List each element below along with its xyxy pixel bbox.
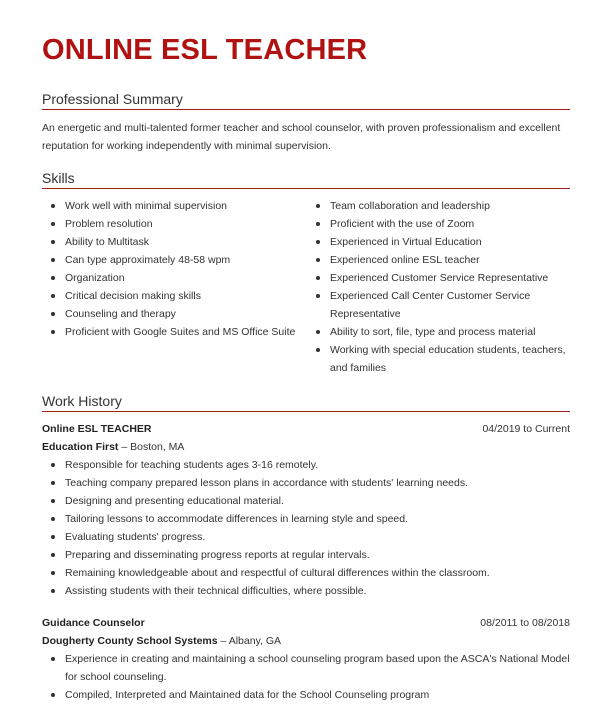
- duty-item: Teaching company prepared lesson plans in accordance with students' learning needs.: [42, 474, 570, 492]
- employer-name: Education First: [42, 441, 119, 453]
- duty-item: Preparing and disseminating progress reports at regular intervals.: [42, 546, 570, 564]
- job-title: Online ESL TEACHER: [42, 423, 152, 435]
- skills-list-left: [42, 197, 304, 341]
- employer-location: – Albany, GA: [220, 635, 282, 647]
- skill-item: Experienced online ESL teacher: [307, 251, 569, 269]
- summary-text: An energetic and multi-talented former teacher and school counselor, with proven professionalism and excellent reputation for working independently with minimal supervision.: [42, 122, 561, 152]
- skill-item: Experienced Customer Service Representative: [307, 269, 569, 287]
- duty-item: Experience in creating and maintaining a school counseling program based upon the ASCA's National Model for school counseling.: [42, 650, 570, 686]
- job-title: Guidance Counselor: [42, 617, 145, 629]
- section-heading-skills: Skills: [42, 170, 570, 189]
- skill-item: Ability to Multitask: [42, 233, 304, 251]
- skill-item: Proficient with Google Suites and MS Office Suite: [42, 323, 304, 341]
- skills-list-right: [307, 197, 569, 377]
- duty-item: Tailoring lessons to accommodate differences in learning style and speed.: [42, 510, 570, 528]
- duty-item: Designing and presenting educational material.: [42, 492, 570, 510]
- skill-item: Working with special education students, teachers, and families: [307, 341, 569, 377]
- job-duties: [42, 456, 570, 600]
- skill-item: Work well with minimal supervision: [42, 197, 304, 215]
- skill-item: Can type approximately 48-58 wpm: [42, 251, 304, 269]
- skill-item: Experienced in Virtual Education: [307, 233, 569, 251]
- job-employer: [42, 635, 281, 647]
- skill-item: Team collaboration and leadership: [307, 197, 569, 215]
- skill-item: Experienced Call Center Customer Service Representative: [307, 287, 569, 323]
- resume-title: ONLINE ESL TEACHER: [42, 34, 368, 66]
- job-duties: [42, 650, 570, 704]
- duty-item: Evaluating students' progress.: [42, 528, 570, 546]
- section-heading-work-history: Work History: [42, 393, 570, 412]
- skill-item: Ability to sort, file, type and process material: [307, 323, 569, 341]
- job-dates: 08/2011 to 08/2018: [480, 617, 570, 629]
- job-dates: 04/2019 to Current: [482, 423, 570, 435]
- duty-item: Compiled, Interpreted and Maintained data for the School Counseling program: [42, 686, 570, 704]
- employer-location: – Boston, MA: [121, 441, 185, 453]
- skill-item: Problem resolution: [42, 215, 304, 233]
- employer-name: Dougherty County School Systems: [42, 635, 218, 647]
- job-employer: [42, 441, 184, 453]
- skill-item: Proficient with the use of Zoom: [307, 215, 569, 233]
- duty-item: Assisting students with their technical difficulties, where possible.: [42, 582, 570, 600]
- skill-item: Critical decision making skills: [42, 287, 304, 305]
- skill-item: Organization: [42, 269, 304, 287]
- duty-item: Remaining knowledgeable about and respectful of cultural differences within the classroom.: [42, 564, 570, 582]
- section-heading-summary: Professional Summary: [42, 91, 570, 110]
- skill-item: Counseling and therapy: [42, 305, 304, 323]
- duty-item: Responsible for teaching students ages 3-16 remotely.: [42, 456, 570, 474]
